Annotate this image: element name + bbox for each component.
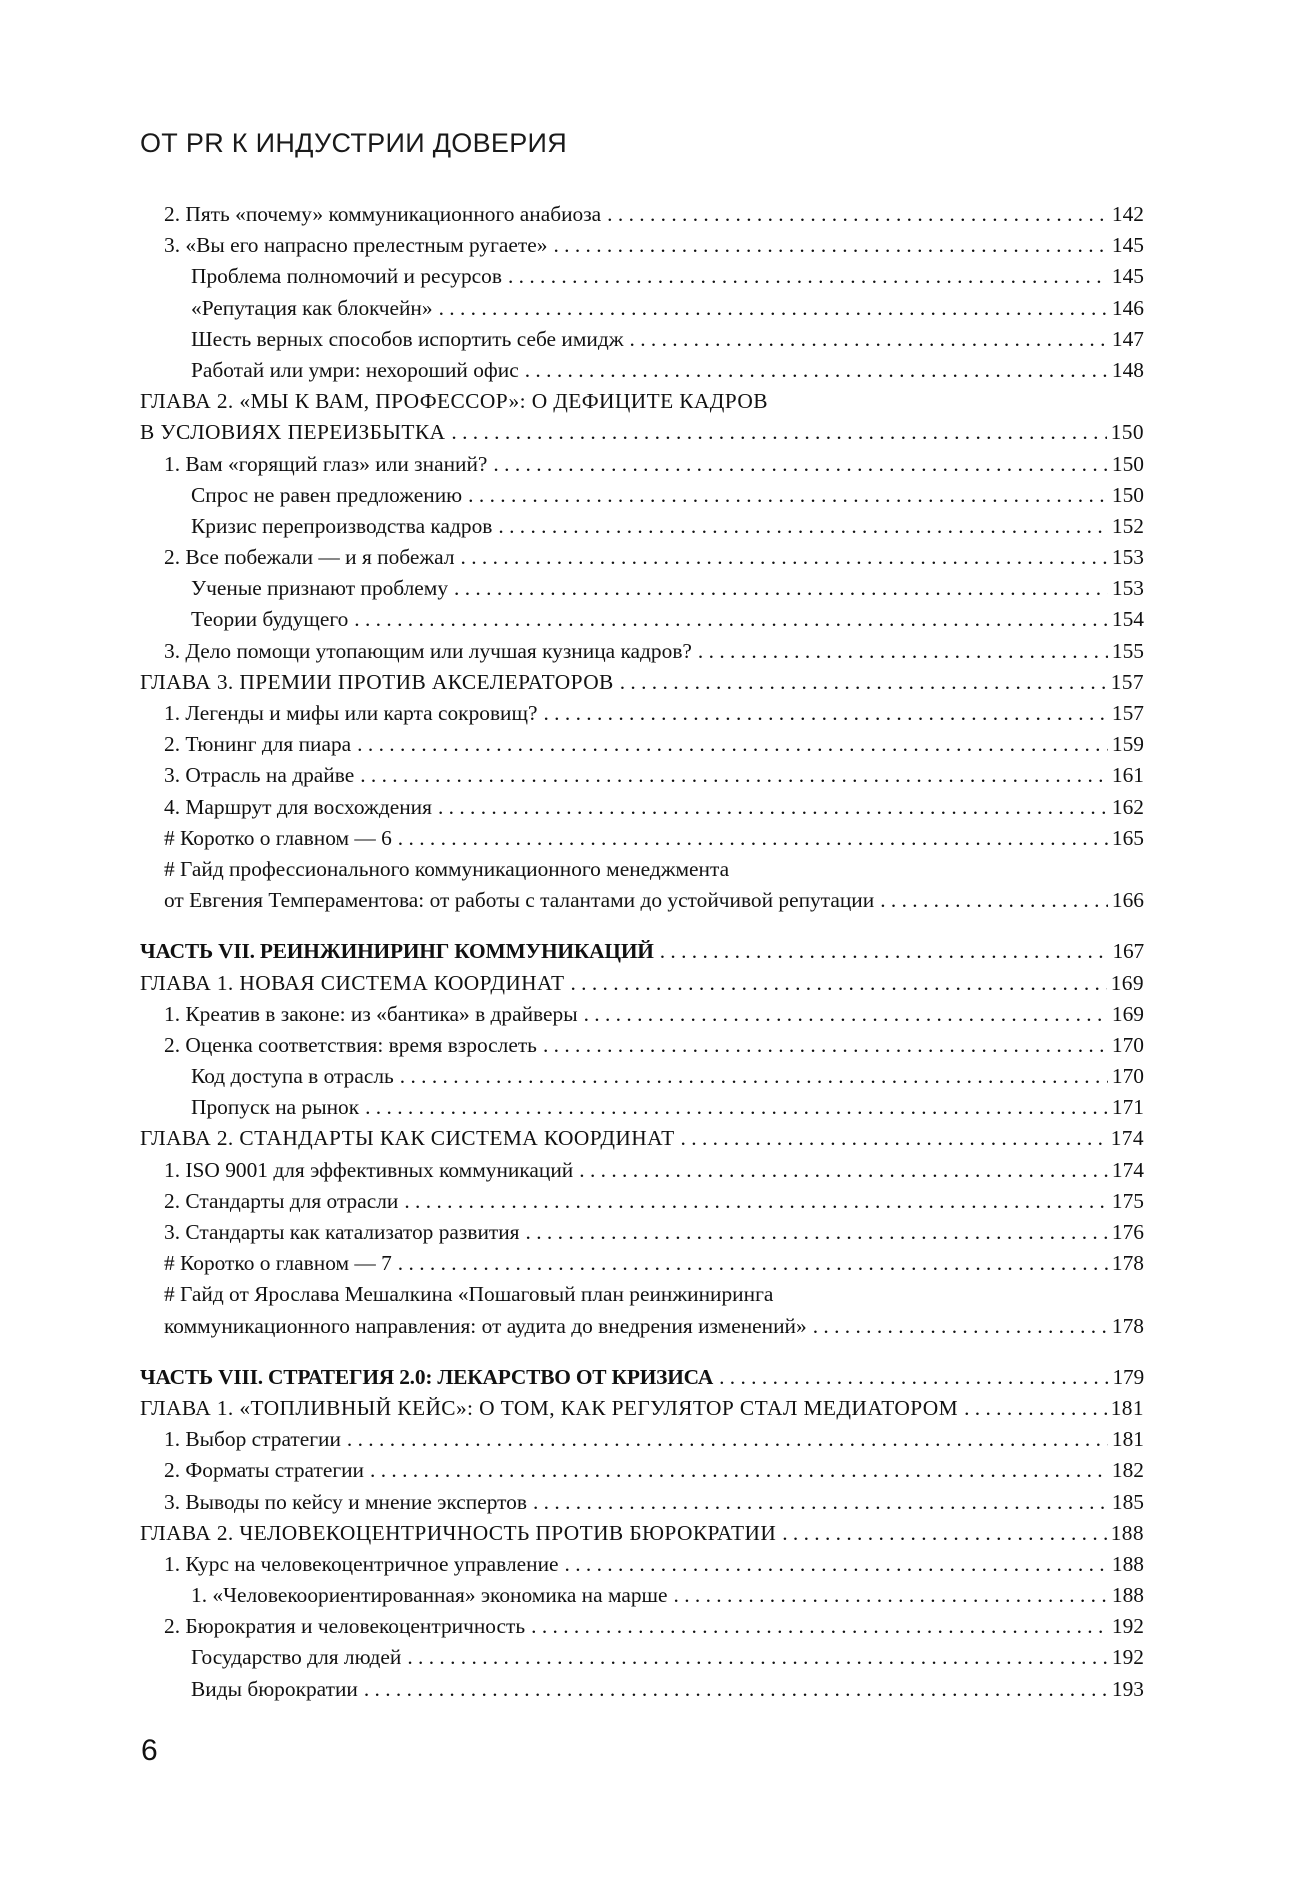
toc-section-entry	[140, 1155, 1144, 1186]
dot-leader	[364, 1674, 1108, 1705]
toc-entry-page-number: 161	[1111, 763, 1144, 788]
toc-entry-line	[191, 1061, 1144, 1092]
toc-chapter-entry	[140, 1123, 1144, 1154]
toc-section-entry	[140, 511, 1144, 542]
toc-entry-line	[140, 417, 1144, 448]
toc-entry-page-number: 178	[1111, 1251, 1144, 1276]
toc-entry-title: 3. Стандарты как катализатор развития	[164, 1220, 520, 1244]
toc-section-entry	[140, 999, 1144, 1030]
toc-part-entry	[140, 936, 1144, 967]
toc-entry-page-number: 181	[1111, 1427, 1144, 1452]
toc-entry-title: 3. Отрасль на драйве	[164, 763, 355, 788]
toc-entry-title: 2. Форматы стратегии	[164, 1458, 365, 1483]
toc-entry-line	[164, 1311, 1144, 1342]
dot-leader	[493, 449, 1107, 480]
toc-entry-line	[140, 1518, 1144, 1549]
toc-section-entry	[140, 1549, 1144, 1580]
page-number: 6	[141, 1734, 158, 1767]
toc-section-entry	[140, 698, 1144, 729]
toc-entry-page-number: 175	[1111, 1188, 1144, 1213]
toc-entry-page-number: 171	[1111, 1095, 1144, 1120]
toc-section-entry	[140, 542, 1144, 573]
toc-entry-title: 3. «Вы его напрасно прелестным ругаете»	[164, 233, 548, 258]
toc-section-entry	[140, 854, 1144, 885]
toc-entry-title: В УСЛОВИЯХ ПЕРЕИЗБЫТКА	[140, 420, 446, 445]
toc-entry-page-number: 188	[1110, 1520, 1144, 1545]
toc-entry-line	[164, 1155, 1144, 1186]
dot-leader	[607, 199, 1108, 230]
toc-entry-page-number: 147	[1111, 326, 1144, 351]
toc-section-entry	[140, 636, 1144, 667]
toc-chapter-entry	[140, 1393, 1144, 1424]
dot-leader	[570, 968, 1106, 999]
toc-section-entry	[140, 885, 1144, 916]
dot-leader	[543, 1030, 1108, 1061]
table-of-contents	[140, 199, 1144, 1705]
dot-leader	[880, 885, 1108, 916]
toc-entry-page-number: 146	[1111, 295, 1144, 320]
toc-entry-title: ГЛАВА 3. ПРЕМИИ ПРОТИВ АКСЕЛЕРАТОРОВ	[140, 669, 614, 694]
toc-section-entry	[140, 1186, 1144, 1217]
toc-entry-line	[191, 1580, 1144, 1611]
dot-leader	[553, 230, 1107, 261]
dot-leader	[719, 1362, 1108, 1393]
toc-entry-title: Ученые признают проблему	[191, 576, 449, 601]
toc-entry-line	[164, 1030, 1144, 1061]
dot-leader	[360, 760, 1108, 791]
toc-entry-title: Пропуск на рынок	[191, 1095, 360, 1120]
dot-leader	[565, 1549, 1108, 1580]
toc-entry-title: 1. «Человекоориентированная» экономика на марше	[191, 1583, 668, 1608]
toc-section-entry	[140, 199, 1144, 230]
dot-leader	[620, 667, 1107, 698]
toc-entry-title: ГЛАВА 1. НОВАЯ СИСТЕМА КООРДИНАТ	[140, 970, 565, 995]
toc-entry-title: ГЛАВА 2. ЧЕЛОВЕКОЦЕНТРИЧНОСТЬ ПРОТИВ БЮРОКРАТИИ	[140, 1520, 777, 1545]
toc-entry-page-number: 154	[1111, 607, 1144, 632]
toc-entry-line	[140, 936, 1144, 967]
toc-entry-line	[191, 324, 1144, 355]
dot-leader	[451, 417, 1106, 448]
toc-entry-line	[191, 355, 1144, 386]
toc-chapter-entry	[140, 386, 1144, 417]
dot-leader	[398, 823, 1108, 854]
toc-entry-title: 2. Стандарты для отрасли	[164, 1188, 399, 1213]
toc-entry-line	[164, 1549, 1144, 1580]
dot-leader	[454, 573, 1108, 604]
toc-entry-title: 1. Вам «горящий глаз» или знаний?	[164, 451, 488, 476]
toc-section-entry	[140, 261, 1144, 292]
toc-section-entry	[140, 729, 1144, 760]
toc-entry-page-number: 153	[1111, 576, 1144, 601]
toc-entry-page-number: 181	[1110, 1395, 1144, 1420]
dot-leader	[400, 1061, 1108, 1092]
toc-entry-line	[164, 636, 1144, 667]
toc-section-entry	[140, 604, 1144, 635]
toc-entry-title: # Гайд от Ярослава Мешалкина «Пошаговый план реинжиниринга	[164, 1282, 774, 1307]
toc-entry-page-number: 179	[1112, 1364, 1144, 1389]
toc-entry-line	[164, 885, 1144, 916]
dot-leader	[365, 1092, 1108, 1123]
toc-section-entry	[140, 1217, 1144, 1248]
toc-entry-page-number: 150	[1111, 482, 1144, 507]
toc-entry-title: 3. Дело помощи утопающим или лучшая кузница кадров?	[164, 638, 692, 663]
toc-entry-line	[191, 604, 1144, 635]
toc-section-entry	[140, 1311, 1144, 1342]
toc-entry-title: ГЛАВА 1. «ТОПЛИВНЫЙ КЕЙС»: О ТОМ, КАК РЕГУЛЯТОР СТАЛ МЕДИАТОРОМ	[140, 1395, 959, 1420]
dot-leader	[439, 293, 1108, 324]
toc-entry-line	[164, 199, 1144, 230]
toc-entry-line	[140, 1362, 1144, 1393]
toc-entry-page-number: 166	[1111, 888, 1144, 913]
toc-entry-title: 1. ISO 9001 для эффективных коммуникаций	[164, 1157, 574, 1182]
toc-entry-line	[164, 1424, 1144, 1455]
toc-entry-line	[191, 511, 1144, 542]
dot-leader	[674, 1580, 1108, 1611]
toc-entry-page-number: 185	[1111, 1489, 1144, 1514]
toc-entry-page-number: 170	[1111, 1032, 1144, 1057]
toc-entry-title: 4. Маршрут для восхождения	[164, 794, 432, 819]
toc-entry-line	[191, 1092, 1144, 1123]
toc-entry-line	[164, 1186, 1144, 1217]
toc-entry-line	[164, 449, 1144, 480]
toc-entry-line	[191, 261, 1144, 292]
toc-entry-line	[164, 230, 1144, 261]
toc-entry-line	[191, 573, 1144, 604]
dot-leader	[398, 1248, 1108, 1279]
toc-section-entry	[140, 760, 1144, 791]
toc-entry-title: # Гайд профессионального коммуникационного менеджмента	[164, 856, 730, 881]
toc-section-entry	[140, 324, 1144, 355]
toc-section-entry	[140, 355, 1144, 386]
toc-entry-title: «Репутация как блокчейн»	[191, 295, 433, 320]
toc-entry-title: коммуникационного направления: от аудита до внедрения изменений»	[164, 1313, 807, 1338]
toc-section-entry	[140, 230, 1144, 261]
toc-entry-title: ЧАСТЬ VIII. СТРАТЕГИЯ 2.0: ЛЕКАРСТВО ОТ КРИЗИСА	[140, 1364, 714, 1389]
toc-entry-page-number: 150	[1110, 420, 1144, 445]
toc-chapter-entry	[140, 1518, 1144, 1549]
toc-entry-line	[164, 1487, 1144, 1518]
toc-entry-line	[191, 1674, 1144, 1705]
dot-leader	[813, 1311, 1108, 1342]
toc-section-entry	[140, 1092, 1144, 1123]
toc-section-entry	[140, 1611, 1144, 1642]
toc-entry-page-number: 169	[1110, 970, 1144, 995]
toc-entry-line	[164, 760, 1144, 791]
toc-entry-line	[164, 698, 1144, 729]
dot-leader	[354, 604, 1108, 635]
toc-entry-line	[164, 999, 1144, 1030]
toc-entry-page-number: 169	[1111, 1001, 1144, 1026]
toc-section-entry	[140, 1279, 1144, 1310]
dot-leader	[660, 936, 1109, 967]
toc-entry-title: от Евгения Темпераментова: от работы с талантами до устойчивой репутации	[164, 888, 875, 913]
toc-entry-page-number: 159	[1111, 732, 1144, 757]
dot-leader	[525, 355, 1108, 386]
toc-entry-line	[164, 1217, 1144, 1248]
toc-entry-line	[140, 1123, 1144, 1154]
toc-chapter-entry	[140, 417, 1144, 448]
toc-entry-title: # Коротко о главном — 6	[164, 825, 392, 850]
toc-entry-title: 2. Пять «почему» коммуникационного анабиоза	[164, 202, 602, 226]
toc-entry-title: 1. Выбор стратегии	[164, 1427, 341, 1452]
dot-leader	[461, 542, 1108, 573]
toc-entry-line	[191, 293, 1144, 324]
toc-entry-title: ЧАСТЬ VII. РЕИНЖИНИРИНГ КОММУНИКАЦИЙ	[140, 939, 654, 964]
toc-entry-title: # Коротко о главном — 7	[164, 1251, 392, 1276]
toc-entry-line	[164, 1248, 1144, 1279]
toc-entry-line	[164, 729, 1144, 760]
toc-entry-title: Кризис перепроизводства кадров	[191, 513, 493, 538]
dot-leader	[498, 511, 1108, 542]
toc-entry-title: Виды бюрократии	[191, 1676, 358, 1701]
toc-entry-page-number: 145	[1111, 233, 1144, 258]
dot-leader	[407, 1642, 1108, 1673]
toc-entry-page-number: 193	[1111, 1676, 1144, 1701]
toc-entry-title: 1. Легенды и мифы или карта сокровищ?	[164, 701, 538, 725]
toc-section-entry	[140, 1030, 1144, 1061]
dot-leader	[782, 1518, 1107, 1549]
toc-entry-title: Код доступа в отрасль	[191, 1064, 394, 1089]
toc-entry-title: 2. Все побежали — и я побежал	[164, 545, 455, 570]
dot-leader	[370, 1455, 1108, 1486]
toc-entry-line	[164, 823, 1144, 854]
toc-entry-page-number: 153	[1111, 545, 1144, 570]
toc-entry-title: 2. Оценка соответствия: время взрослеть	[164, 1032, 537, 1057]
toc-entry-page-number: 157	[1110, 669, 1144, 694]
toc-entry-page-number: 142	[1111, 202, 1144, 226]
toc-entry-line	[191, 1642, 1144, 1673]
toc-section-entry	[140, 573, 1144, 604]
dot-leader	[357, 729, 1108, 760]
toc-entry-page-number: 145	[1111, 264, 1144, 289]
toc-entry-title: ГЛАВА 2. «МЫ К ВАМ, ПРОФЕССОР»: О ДЕФИЦИТЕ КАДРОВ	[140, 389, 768, 414]
toc-section-entry	[140, 792, 1144, 823]
toc-entry-line	[164, 1279, 1144, 1310]
toc-entry-line	[164, 542, 1144, 573]
toc-section-entry	[140, 1061, 1144, 1092]
toc-entry-page-number: 157	[1111, 701, 1144, 725]
dot-leader	[468, 480, 1108, 511]
toc-entry-line	[164, 854, 1144, 885]
toc-entry-title: ГЛАВА 2. СТАНДАРТЫ КАК СИСТЕМА КООРДИНАТ	[140, 1126, 675, 1151]
toc-entry-title: Шесть верных способов испортить себе имидж	[191, 326, 624, 351]
running-header: ОТ PR К ИНДУСТРИИ ДОВЕРИЯ	[140, 128, 568, 158]
dot-leader	[438, 792, 1108, 823]
toc-entry-line	[140, 667, 1144, 698]
toc-entry-line	[164, 792, 1144, 823]
toc-entry-page-number: 188	[1111, 1551, 1144, 1576]
toc-entry-title: Работай или умри: нехороший офис	[191, 357, 519, 382]
dot-leader	[404, 1186, 1108, 1217]
toc-entry-page-number: 176	[1111, 1220, 1144, 1244]
dot-leader	[681, 1123, 1107, 1154]
toc-entry-page-number: 192	[1111, 1614, 1144, 1639]
toc-entry-title: Спрос не равен предложению	[191, 482, 463, 507]
toc-entry-title: 1. Курс на человекоцентричное управление	[164, 1551, 559, 1576]
toc-entry-line	[164, 1455, 1144, 1486]
toc-entry-title: Проблема полномочий и ресурсов	[191, 264, 502, 289]
toc-chapter-entry	[140, 968, 1144, 999]
toc-entry-page-number: 170	[1111, 1064, 1144, 1089]
toc-section-entry	[140, 1580, 1144, 1611]
dot-leader	[698, 636, 1108, 667]
toc-section-entry	[140, 1424, 1144, 1455]
toc-section-entry	[140, 293, 1144, 324]
toc-section-entry	[140, 449, 1144, 480]
toc-entry-page-number: 192	[1111, 1645, 1144, 1670]
toc-section-entry	[140, 1248, 1144, 1279]
toc-entry-page-number: 155	[1111, 638, 1144, 663]
toc-entry-title: 1. Креатив в законе: из «бантика» в драйверы	[164, 1001, 578, 1026]
dot-leader	[584, 999, 1108, 1030]
toc-entry-page-number: 188	[1111, 1583, 1144, 1608]
dot-leader	[964, 1393, 1107, 1424]
toc-entry-page-number: 150	[1111, 451, 1144, 476]
toc-entry-line	[140, 386, 1144, 417]
toc-entry-page-number: 152	[1111, 513, 1144, 538]
toc-entry-title: 2. Тюнинг для пиара	[164, 732, 352, 757]
toc-entry-page-number: 148	[1111, 357, 1144, 382]
toc-entry-title: Государство для людей	[191, 1645, 402, 1670]
toc-entry-line	[191, 480, 1144, 511]
toc-entry-page-number: 174	[1110, 1126, 1144, 1151]
dot-leader	[526, 1217, 1108, 1248]
toc-entry-line	[164, 1611, 1144, 1642]
dot-leader	[543, 698, 1107, 729]
toc-entry-page-number: 174	[1111, 1157, 1144, 1182]
toc-entry-page-number: 165	[1111, 825, 1144, 850]
dot-leader	[531, 1611, 1108, 1642]
toc-entry-title: 3. Выводы по кейсу и мнение экспертов	[164, 1489, 527, 1514]
toc-entry-page-number: 182	[1111, 1458, 1144, 1483]
toc-part-entry	[140, 1362, 1144, 1393]
dot-leader	[579, 1155, 1108, 1186]
toc-entry-page-number: 178	[1111, 1313, 1144, 1338]
toc-entry-line	[140, 1393, 1144, 1424]
toc-entry-line	[140, 968, 1144, 999]
dot-leader	[533, 1487, 1108, 1518]
toc-section-entry	[140, 1487, 1144, 1518]
toc-chapter-entry	[140, 667, 1144, 698]
toc-section-entry	[140, 1674, 1144, 1705]
toc-entry-title: Теории будущего	[191, 607, 349, 632]
toc-section-entry	[140, 1642, 1144, 1673]
toc-entry-page-number: 167	[1112, 939, 1144, 964]
dot-leader	[630, 324, 1108, 355]
toc-section-entry	[140, 823, 1144, 854]
toc-entry-title: 2. Бюрократия и человекоцентричность	[164, 1614, 526, 1639]
dot-leader	[508, 261, 1108, 292]
toc-section-entry	[140, 1455, 1144, 1486]
dot-leader	[347, 1424, 1108, 1455]
toc-section-entry	[140, 480, 1144, 511]
toc-entry-page-number: 162	[1111, 794, 1144, 819]
